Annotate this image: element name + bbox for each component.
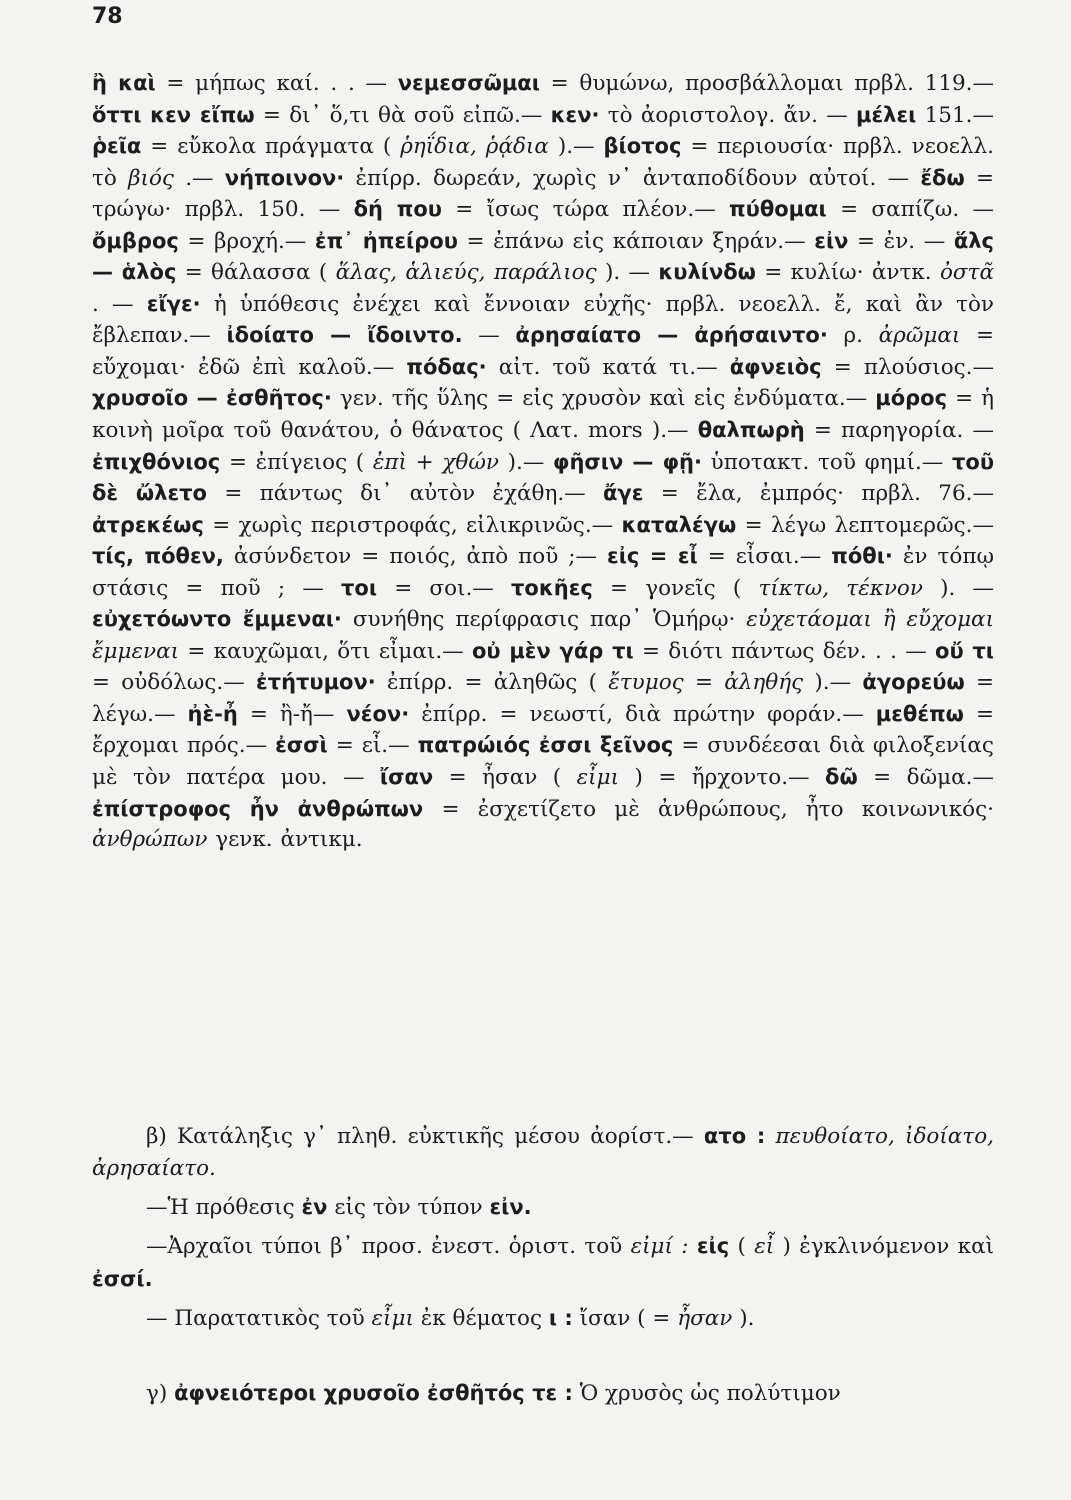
glossary-definition: = ἐπίγειος (: [228, 449, 365, 475]
glossary-headword: τοῦ δὲ ὤλετο: [92, 449, 994, 506]
note-imperfect-bold: ι :: [548, 1306, 573, 1330]
note-imperfect-italic2: ἦσαν: [677, 1306, 733, 1331]
glossary-headword: ὄμβρος: [92, 228, 179, 253]
glossary-headword: πύθομαι: [729, 197, 827, 222]
glossary-headword: νεμεσσῶμαι: [397, 71, 540, 95]
note-beta-italic: πευθοίατο, ἰδοίατο, ἀρησαίατο.: [92, 1124, 994, 1181]
glossary-italic: εὐχετάομαι ἢ εὔχομαι ἔμμεναι: [92, 607, 995, 664]
note-imperfect: [92, 1302, 994, 1335]
note-archaic-bold1: εἰς: [696, 1234, 730, 1258]
glossary-headword: ἀγορεύω: [862, 670, 965, 695]
glossary-definition: = λέγω λεπτομερῶς.—: [744, 512, 994, 538]
glossary-definition-tail: γενκ. ἀντικμ.: [215, 827, 363, 853]
note-beta-bold: ατο :: [703, 1124, 766, 1148]
glossary-definition: συνήθης περίφρασις παρ᾽ Ὁμήρῳ·: [352, 607, 736, 633]
glossary-definition: = πλούσιος.—: [833, 354, 995, 380]
glossary-entry: [354, 197, 729, 222]
glossary-headword: καταλέγω: [621, 512, 737, 537]
note-beta: [92, 1120, 994, 1185]
glossary-definition: ἀσύνδετον = ποιός, ἀπὸ ποῦ ;—: [233, 544, 597, 570]
glossary-headword: εὐχετόωντο ἔμμεναι·: [92, 607, 342, 632]
glossary-headword: ἐπίστροφος ἦν ἀνθρώπων: [92, 796, 424, 821]
glossary-definition: τὸ ἀοριστολογ. ἄν. —: [607, 102, 848, 128]
glossary-headword: ῥεῖα: [92, 134, 142, 159]
glossary-definition: = μήπως καί. . . —: [166, 71, 388, 96]
glossary-entry: [730, 355, 994, 380]
glossary-entry: [92, 544, 607, 569]
glossary-entry: [92, 450, 553, 475]
note-imperfect-mid: ἐκ θέματος: [420, 1306, 542, 1331]
glossary-headword: ἀφνειὸς: [729, 354, 822, 379]
glossary-headword: ἐσσὶ: [275, 733, 328, 758]
glossary-definition: ἐν τόπῳ στάσις = ποῦ ; —: [92, 544, 994, 601]
glossary-headword: πόδας·: [406, 354, 487, 379]
glossary-headword: εἴγε·: [146, 291, 201, 316]
glossary-definition-tail: ).—: [507, 449, 545, 475]
glossary-definition: = παρηγορία. —: [813, 418, 994, 444]
note-imperfect-end: ).: [739, 1306, 755, 1331]
glossary-definition-tail: ). —: [605, 260, 651, 286]
note-preposition-bold2: εἰν.: [489, 1195, 532, 1219]
glossary-definition: = ἐπάνω εἰς κάποιαν ξηράν.—: [466, 228, 806, 254]
glossary-definition: = σαπίζω. —: [840, 197, 994, 223]
note-preposition-bold1: ἐν: [301, 1195, 328, 1219]
note-beta-label: β) Κατάληξις γ᾽ πληθ. εὐκτικῆς μέσου ἀορίστ.—: [146, 1124, 694, 1149]
grammar-notes: [92, 1120, 994, 1410]
glossary-entry: [225, 166, 921, 191]
note-archaic-mid: (: [737, 1234, 746, 1259]
glossary-definition-tail: . —: [92, 291, 134, 317]
glossary-entry: [825, 765, 994, 790]
glossary-entry: [92, 103, 551, 128]
glossary-definition: = περιουσία· πρβλ. νεοελλ. τὸ: [92, 134, 994, 191]
note-archaic: [92, 1230, 994, 1296]
note-archaic-bold2: ἐσσί.: [92, 1267, 153, 1291]
glossary-headword: θαλπωρὴ: [697, 418, 805, 443]
glossary-definition: ἐπίρρ. = ἀληθῶς (: [387, 670, 597, 696]
glossary-definition: = γονεῖς (: [610, 575, 742, 601]
glossary-entry: [511, 576, 994, 601]
glossary-definition: = ἢ-ἤ—: [249, 701, 335, 727]
glossary-headword: βίοτος: [603, 134, 682, 159]
glossary-entry: [92, 797, 994, 853]
glossary-definition: = εὔκολα πράγματα (: [150, 134, 392, 160]
glossary-entry: [346, 702, 875, 727]
glossary-definition-tail: .—: [185, 165, 214, 191]
glossary-entry: [92, 229, 315, 254]
glossary-headword: ἠὲ-ἦ: [187, 701, 238, 726]
glossary-definition: = ἔλα, ἐμπρός· πρβλ. 76.—: [660, 481, 994, 507]
glossary-definition: = λέγω.—: [92, 670, 994, 727]
glossary-definition: ὑποτακτ. τοῦ φημί.—: [710, 449, 944, 475]
glossary-entry: [551, 103, 856, 128]
glossary-headword: ἀτρεκέως: [92, 512, 204, 537]
glossary-entry: [603, 481, 994, 506]
glossary-headword: πόθι·: [831, 544, 893, 569]
glossary-definition: = οὐδόλως.—: [92, 670, 245, 696]
note-preposition-text: —Ἡ πρόθεσις: [146, 1195, 295, 1220]
glossary-entry: [472, 639, 935, 664]
glossary-definition: αἰτ. τοῦ κατά τι.—: [498, 354, 718, 380]
glossary-definition: = θυμώνω, προσβάλλομαι πρβλ. 119.—: [550, 71, 995, 96]
glossary-italic: ἀνθρώπων: [92, 827, 208, 853]
note-archaic-italic2: εἶ: [754, 1234, 775, 1259]
glossary-headword: πατρώιός ἐσσι ξεῖνος: [417, 733, 674, 758]
glossary-definition: = βροχή.—: [187, 228, 307, 254]
glossary-headword: εἰς = εἶ: [607, 544, 698, 569]
glossary-headword: ἔδω: [920, 165, 965, 190]
glossary-definition: = θάλασσα (: [184, 260, 328, 286]
glossary-headword: τοι: [341, 575, 378, 600]
glossary-definition-tail: ).—: [814, 670, 852, 696]
note-gamma-label: γ): [146, 1381, 168, 1406]
glossary-definition: = συνδέεσαι διὰ φιλοξενίας μὲ τὸν πατέρα μου. —: [92, 733, 994, 791]
glossary-definition: = εἶσαι.—: [707, 544, 822, 570]
glossary-definition-tail: = εὔχομαι· ἐδῶ ἐπὶ καλοῦ.—: [92, 323, 994, 380]
glossary-entry: [92, 71, 398, 96]
glossary-definition: = ἔρχομαι πρός.—: [92, 701, 994, 759]
glossary-paragraph: [92, 68, 994, 856]
glossary-definition: = ἦσαν (: [448, 765, 562, 791]
glossary-headword: ἰδοίατο — ἴδοιντο.: [226, 323, 463, 348]
glossary-italic: ἔτυμος = ἀληθής: [608, 670, 804, 696]
glossary-headword: οὔ τι: [935, 638, 994, 663]
glossary-definition: ἐπίρρ. δωρεάν, χωρὶς ν᾽ ἀνταποδίδουν αὐτοί. —: [355, 165, 910, 191]
note-gamma-text: Ὁ χρυσὸς ὡς πολύτιμον: [579, 1381, 841, 1406]
glossary-entry: [92, 134, 603, 159]
glossary-entry: [256, 670, 862, 695]
note-imperfect-italic: εἶμι: [371, 1306, 414, 1331]
glossary-entry: [341, 576, 511, 601]
glossary-entry: [275, 733, 417, 758]
glossary-entry: [398, 71, 994, 96]
glossary-definition: ρ.: [843, 323, 863, 349]
glossary-definition: = ἡ κοινὴ μοῖρα τοῦ θανάτου, ὁ θάνατος ( Λατ. mors ).—: [92, 386, 995, 444]
note-archaic-mid2: ) ἐγκλινόμενον καὶ: [782, 1234, 995, 1259]
glossary-headword: τοκῆες: [511, 575, 593, 600]
glossary-italic: ῥηΐδια, ῥᾴδια: [400, 134, 549, 160]
glossary-italic: ἐπὶ + χθών: [372, 449, 499, 475]
glossary-entry: [226, 323, 515, 348]
glossary-definition: = δῶμα.—: [873, 765, 994, 791]
glossary-definition: ἡ ὑπόθεσις ἐνέχει καὶ ἔννοιαν εὐχῆς· πρβλ. νεοελλ. ἔ, καὶ ἂν τὸν ἔβλεπαν.—: [92, 291, 995, 349]
glossary-definition: = πάντως δι᾽ αὐτὸν ἐχάθη.—: [224, 481, 586, 507]
glossary-headword: δῶ: [825, 765, 858, 790]
glossary-headword: νέον·: [346, 701, 410, 726]
glossary-headword: χρυσοῖο — ἐσθῆτος·: [92, 386, 332, 411]
glossary-definition: = τρώγω· πρβλ. 150. —: [92, 165, 994, 223]
glossary-headword: τίς, πόθεν,: [92, 544, 224, 569]
glossary-entry: [814, 229, 954, 254]
glossary-definition-tail: ). —: [940, 575, 995, 601]
glossary-italic: ἀρῶμαι: [878, 323, 961, 349]
note-imperfect-text: — Παρατατικὸς τοῦ: [146, 1306, 365, 1331]
glossary-entry: [729, 197, 994, 222]
glossary-definition: = ἴσως τώρα πλέον.—: [455, 197, 716, 223]
glossary-headword: ἐτήτυμον·: [255, 670, 376, 695]
glossary-headword: φῆσιν — φῇ·: [553, 449, 702, 474]
glossary-headword: ἴσαν: [379, 765, 434, 790]
glossary-italic: εἶμι: [576, 765, 619, 791]
note-gamma: [92, 1377, 994, 1410]
glossary-italic: ἅλας, ἁλιεύς, παράλιος: [335, 260, 597, 286]
glossary-headword: ἀρησαίατο — ἀρήσαιντο·: [515, 323, 828, 348]
glossary-headword: ἐπ᾽ ἠπείρου: [314, 228, 458, 253]
glossary-definition: = δι᾽ ὅ,τι θὰ σοῦ εἰπῶ.—: [262, 102, 543, 128]
glossary-headword: οὐ μὲν γάρ τι: [471, 638, 634, 663]
glossary-headword: δή που: [353, 197, 442, 222]
note-gamma-bold: ἀφνειότεροι χρυσοῖο ἐσθῆτός τε :: [174, 1381, 573, 1405]
glossary-definition: = χωρὶς περιστροφάς, εἰλικρινῶς.—: [212, 512, 614, 538]
glossary-headword: ἅλς — ἁλὸς: [92, 228, 994, 285]
glossary-italic: τίκτω, τέκνον: [758, 575, 923, 601]
glossary-definition: = κυλίω· ἀντκ.: [764, 260, 932, 286]
glossary-definition: 151.—: [924, 102, 994, 128]
glossary-headword: ὅττι κεν εἴπω: [92, 102, 255, 127]
glossary-entry: [188, 702, 347, 727]
glossary-definition-tail: ) = ἤρχοντο.—: [634, 765, 810, 791]
glossary-definition-tail: = καυχῶμαι, ὅτι εἶμαι.—: [187, 638, 464, 664]
glossary-italic: βιός: [128, 165, 174, 191]
glossary-entry: [406, 355, 729, 380]
glossary-headword: ἄγε: [602, 481, 644, 506]
glossary-entry: [698, 418, 994, 443]
note-imperfect-tail: ἴσαν ( =: [579, 1306, 671, 1331]
glossary-headword: κεν·: [550, 102, 600, 127]
note-archaic-italic: εἰμί :: [630, 1234, 689, 1259]
glossary-headword: μόρος: [875, 386, 948, 411]
glossary-entry: [92, 386, 875, 411]
glossary-entry: [315, 229, 814, 254]
note-preposition: [92, 1191, 994, 1224]
glossary-headword: κυλίνδω: [658, 260, 756, 285]
glossary-entry: [622, 513, 994, 538]
glossary-definition: = εἶ.—: [335, 733, 410, 759]
note-archaic-text: —Ἀρχαῖοι τύποι β᾽ προσ. ἐνεστ. ὁριστ. τοῦ: [146, 1234, 623, 1259]
glossary-headword: εἰν: [814, 228, 849, 253]
glossary-definition: = ἐσχετίζετο μὲ ἀνθρώπους, ἦτο κοινωνικός·: [441, 796, 994, 822]
glossary-headword: μεθέπω: [875, 701, 964, 726]
glossary-definition: = σοι.—: [394, 575, 494, 601]
glossary-entry: [856, 103, 994, 128]
glossary-definition: γεν. τῆς ὕλης = εἰς χρυσὸν καὶ εἰς ἐνδύματα.—: [339, 386, 868, 412]
glossary-definition: —: [478, 323, 500, 349]
glossary-italic: ὀστᾶ: [939, 260, 994, 286]
glossary-definition-tail: ).—: [557, 134, 595, 160]
glossary-entry: [380, 765, 825, 790]
glossary-headword: μέλει: [856, 102, 917, 127]
glossary-definition: = ἐν. —: [857, 228, 946, 254]
glossary-entry: [92, 513, 622, 538]
page-number: 78: [92, 4, 123, 29]
glossary-entry: [553, 450, 952, 475]
glossary-entry: [607, 544, 831, 569]
glossary-headword: ἐπιχθόνιος: [92, 449, 221, 474]
glossary-headword: ἢ καὶ: [92, 71, 156, 95]
glossary-definition: = διότι πάντως δέν. . . —: [641, 638, 927, 664]
note-preposition-mid: εἰς τὸν τύπον: [334, 1195, 483, 1220]
glossary-definition: ἐπίρρ. = νεωστί, διὰ πρώτην φοράν.—: [421, 701, 864, 727]
glossary-headword: νήποινον·: [224, 165, 345, 190]
